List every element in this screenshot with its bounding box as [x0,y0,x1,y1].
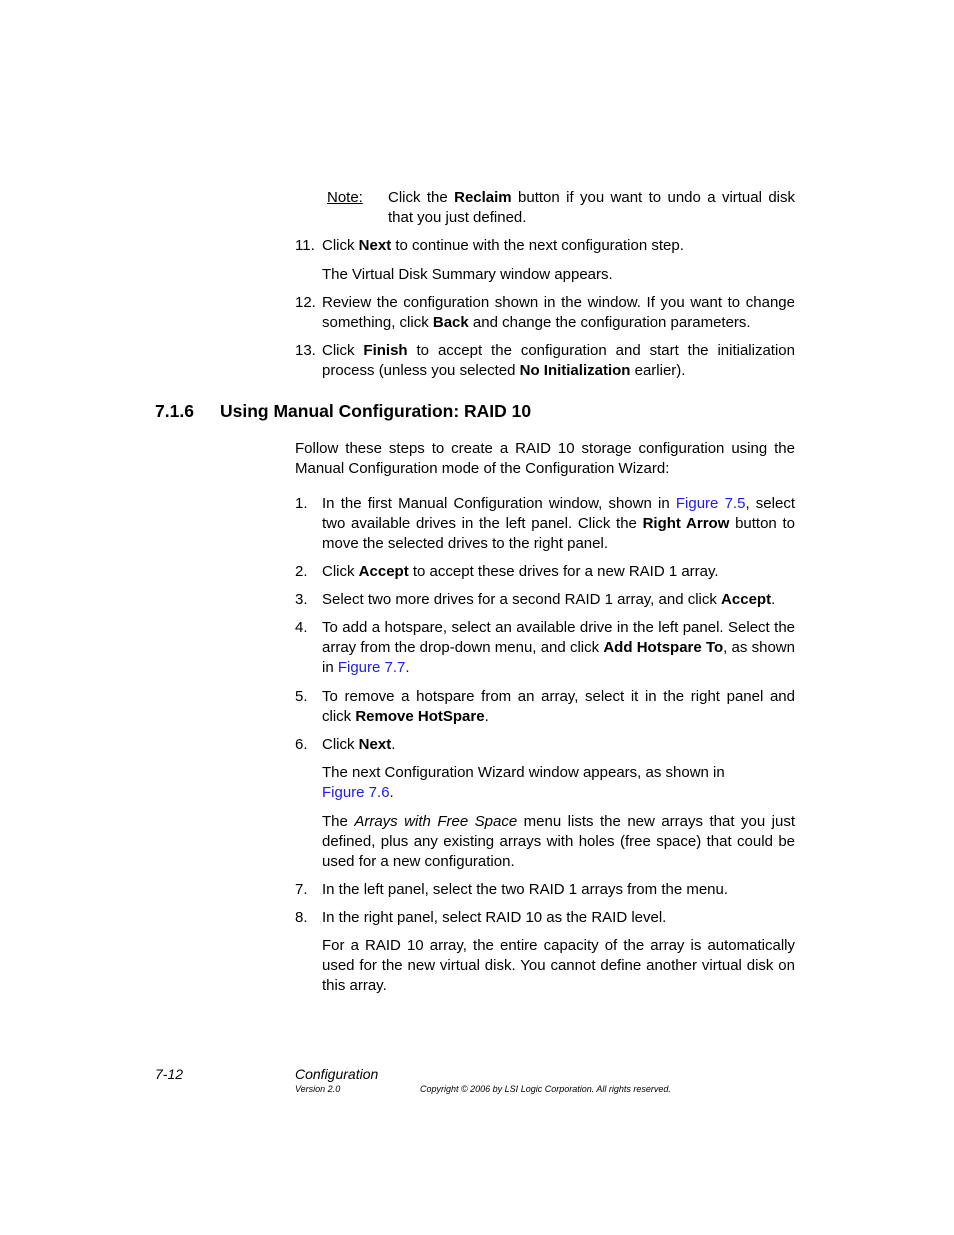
step-12-number: 12. [295,294,316,311]
figure-7-7-link[interactable]: Figure 7.7 [337,659,406,677]
step-7-text: In the left panel, select the two RAID 1 arrays from the menu. [322,881,729,898]
step-13-number: 13. [295,342,316,359]
note-text: Click the Reclaim button if you want to undo a virtual disk that you just defined. [388,189,795,227]
step-4-text: To add a hotspare, select an available drive in the left panel. Select the array from the drop-down menu, and click Add Hotspare To, as shown in Figure 7.7. [322,619,795,677]
step-6-text: Click Next. [322,736,396,753]
step-2-number: 2. [295,563,308,580]
figure-7-6-link[interactable]: Figure 7.6 [322,784,390,802]
step-5-text: To remove a hotspare from an array, select it in the right panel and click Remove HotSpare. [322,688,795,726]
step-8-text: In the right panel, select RAID 10 as the RAID level. [322,909,667,926]
step-5-number: 5. [295,688,308,705]
section-number: 7.1.6 [155,401,194,421]
step-8-number: 8. [295,909,308,926]
step-3-number: 3. [295,591,308,608]
section-intro: Follow these steps to create a RAID 10 storage configuration using the Manual Configuration mode of the Configuration Wizard: [295,440,795,478]
step-12-text: Review the configuration shown in the window. If you want to change something, click Back and change the configuration parameters. [322,294,795,332]
copyright-notice: Copyright © 2006 by LSI Logic Corporation. All rights reserved. [420,1084,671,1094]
step-6-result: The next Configuration Wizard window appears, as shown in Figure 7.6. [322,764,725,802]
chapter-title: Configuration [295,1066,379,1082]
figure-7-5-link[interactable]: Figure 7.5 [675,495,746,512]
section-title: Using Manual Configuration: RAID 10 [220,401,532,421]
step-11-number: 11. [295,237,315,254]
step-2-text: Click Accept to accept these drives for a new RAID 1 array. [322,563,719,580]
step-4-number: 4. [295,619,308,636]
version-label: Version 2.0 [295,1084,341,1094]
page-number: 7-12 [155,1066,184,1082]
step-11-result: The Virtual Disk Summary window appears. [322,266,613,283]
step-13-text: Click Finish to accept the configuration and start the initialization process (unless you selected No Initialization earlier). [322,342,795,380]
step-7-number: 7. [295,881,308,898]
step-6-note: The Arrays with Free Space menu lists the new arrays that you just defined, plus any existing arrays with holes (free space) that could be used for a new configuration. [322,813,796,871]
step-1-number: 1. [295,495,308,512]
step-1-text: In the first Manual Configuration window, shown in Figure 7.5, select two available drives in the left panel. Click the Right Arrow button to move the selected drives to the right panel. [322,495,795,553]
note-label: Note: [327,189,363,206]
step-6-number: 6. [295,736,308,753]
step-3-text: Select two more drives for a second RAID 1 array, and click Accept. [322,591,776,608]
step-8-note: For a RAID 10 array, the entire capacity of the array is automatically used for the new virtual disk. You cannot define another virtual disk on this array. [322,937,795,995]
step-11-text: Click Next to continue with the next configuration step. [322,237,684,254]
